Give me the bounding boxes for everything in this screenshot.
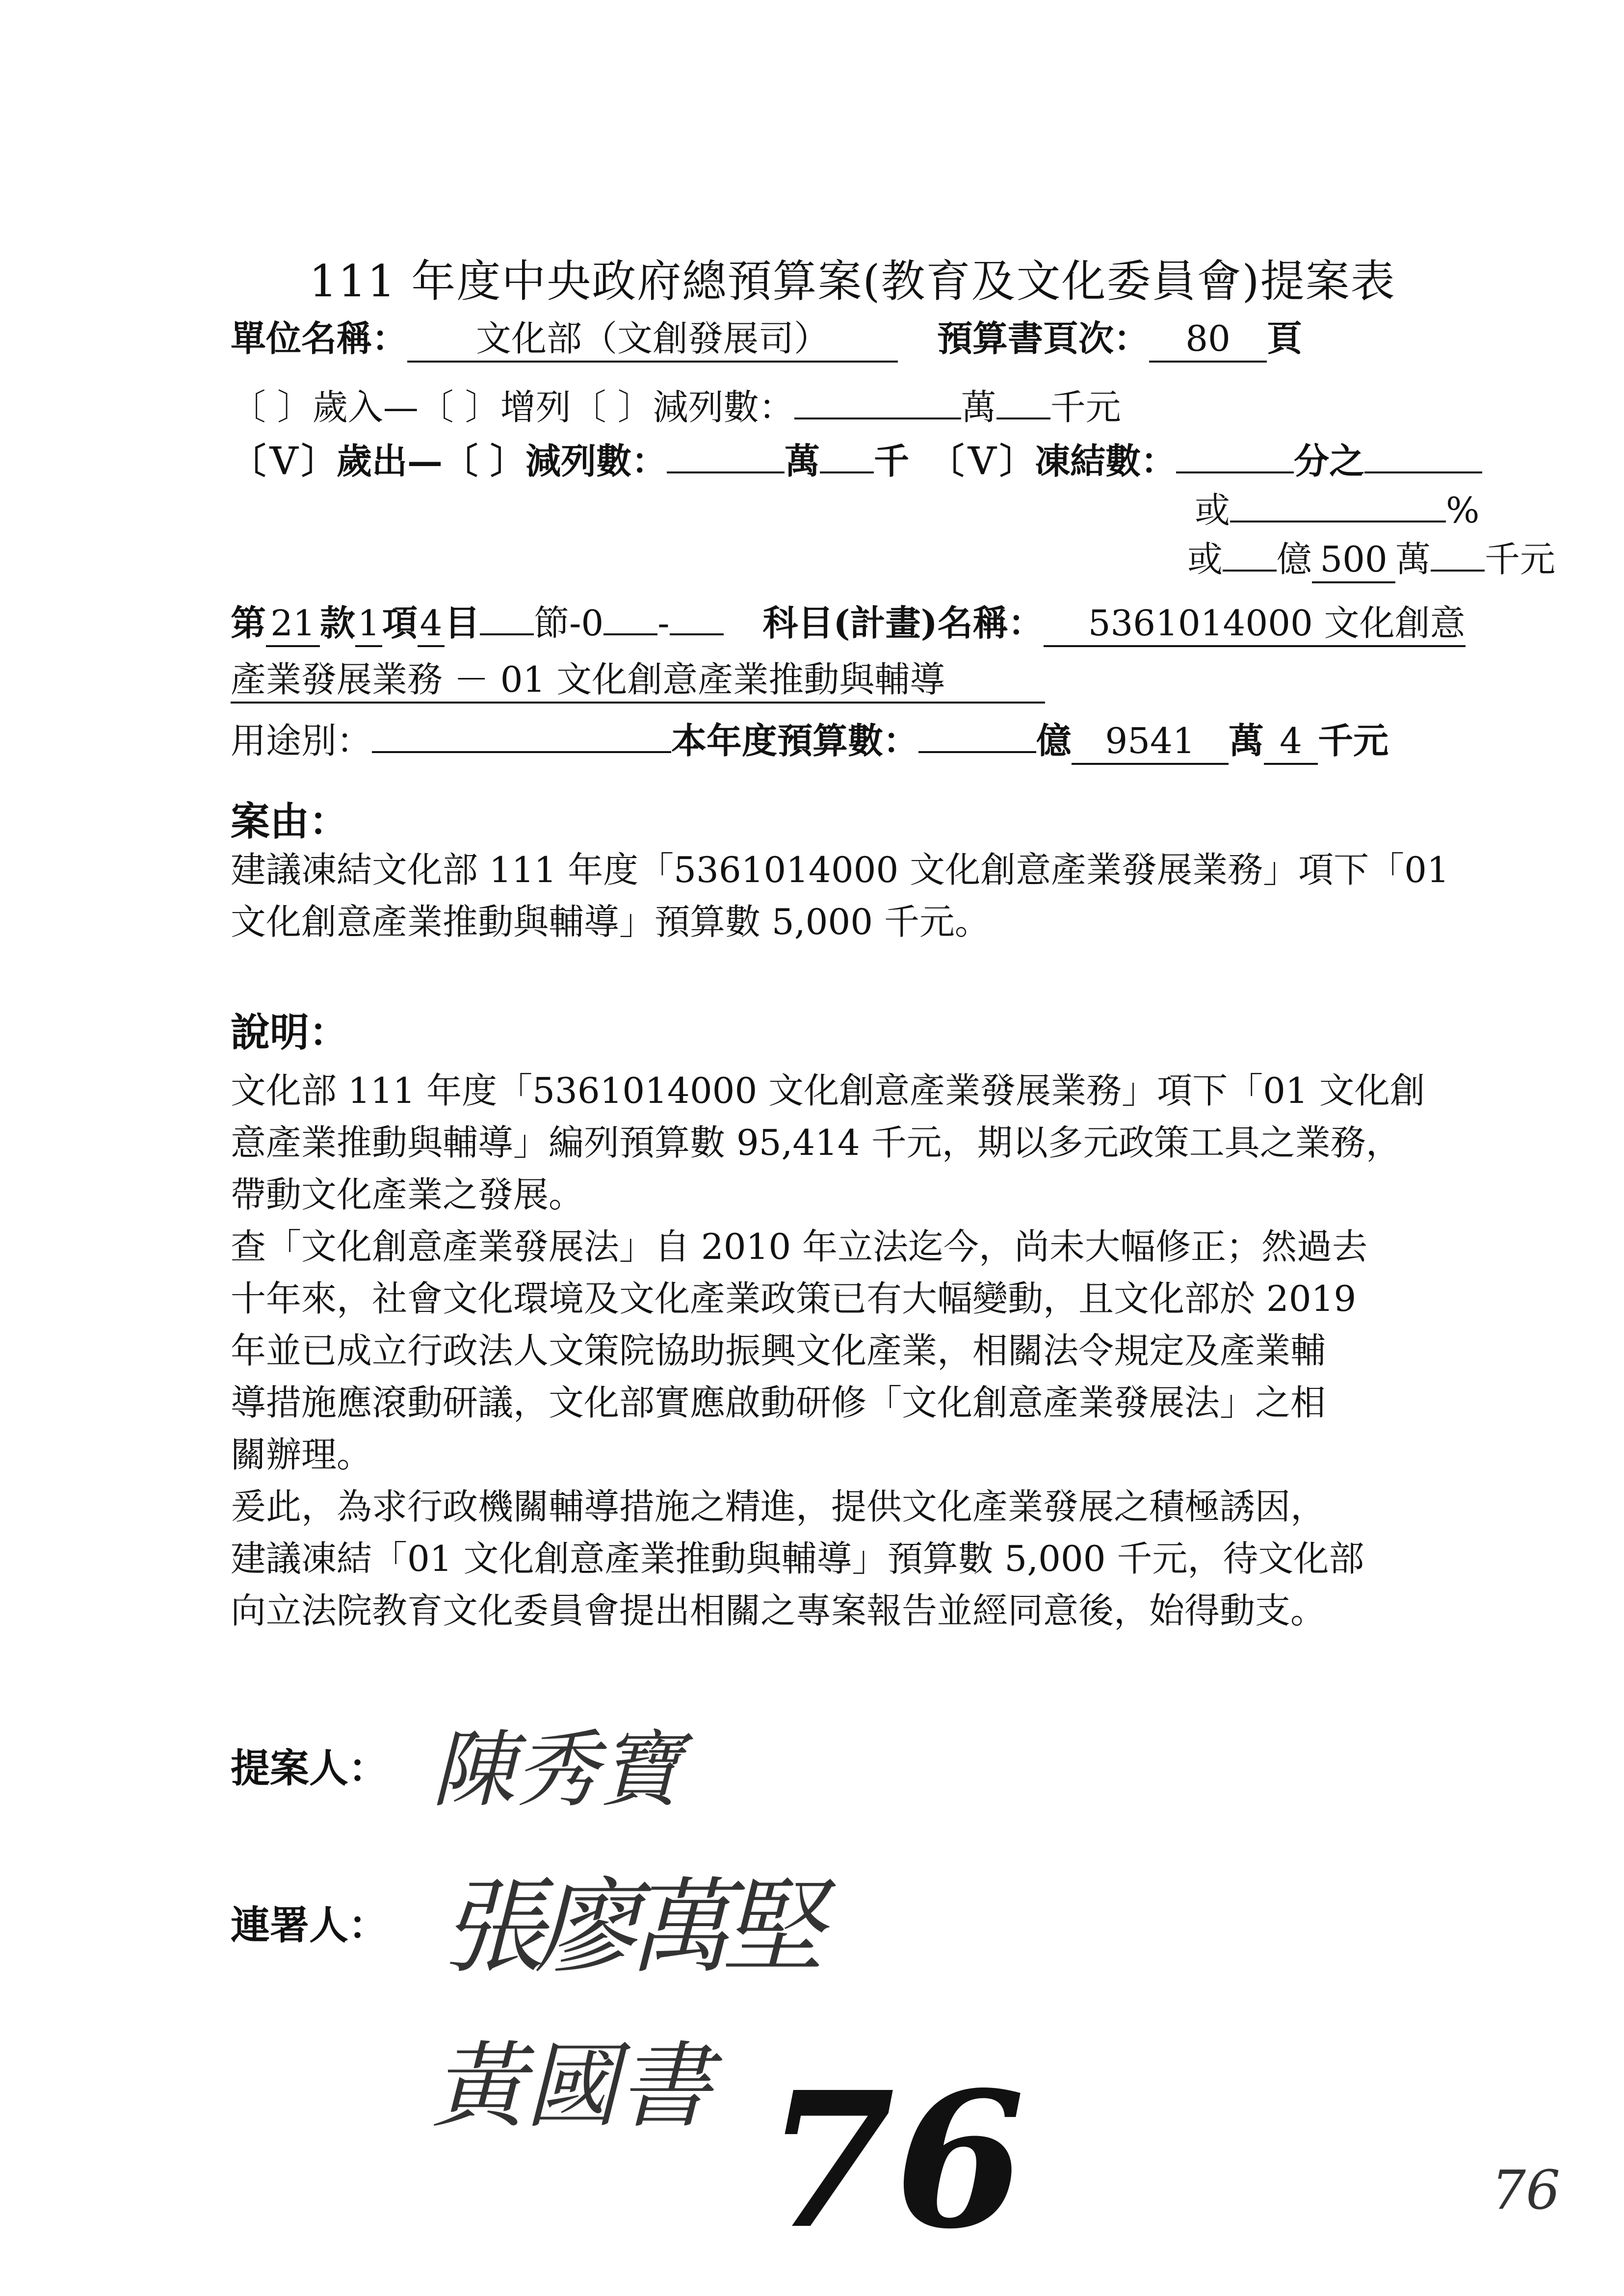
or-label: 或: [1195, 490, 1231, 531]
explanation-line: 導措施應滾動研議，文化部實應啟動研修「文化創意產業發展法」之相: [231, 1382, 1326, 1423]
explanation-line: 十年來，社會文化環境及文化產業政策已有大幅變動，且文化部於 2019: [231, 1278, 1357, 1319]
subject-name-line1: 5361014000 文化創意: [1044, 601, 1466, 647]
handwritten-page-number: 76: [765, 2051, 1025, 2270]
unit-value: 文化部（文創發展司）: [407, 316, 898, 363]
jie-label: 節-0: [534, 602, 604, 644]
revenue-prefix: 〔 〕歲入—〔 〕增列〔 〕減列數：: [231, 387, 794, 428]
mu-value: 4: [418, 601, 445, 647]
revenue-qianyuan: 千元: [1050, 387, 1121, 428]
budget-wan: 萬: [1229, 720, 1264, 761]
proposer-signature: 陳秀寶: [432, 1722, 682, 1819]
cosigner-signature: 黃國書: [432, 2032, 712, 2140]
kuan-value: 21: [266, 601, 320, 647]
usage-label: 用途別：: [231, 720, 372, 761]
explanation-line: 文化部 111 年度「5361014000 文化創意產業發展業務」項下「01 文化創: [231, 1070, 1425, 1111]
expenditure-row: [231, 437, 1482, 486]
usage-blank: [372, 751, 671, 753]
reason-paragraph: [231, 844, 1449, 948]
explanation-line: 意產業推動與輔導」編列預算數 95,414 千元，期以多元政策工具之業務，: [231, 1122, 1401, 1163]
or-amount-row: [1187, 535, 1555, 584]
corner-page-number: 76: [1492, 2159, 1560, 2221]
form-title: 111 年度中央政府總預算案(教育及文化委員會)提案表: [309, 256, 1396, 307]
revenue-wan: 萬: [961, 387, 996, 428]
explanation-line: 關辦理。: [231, 1434, 372, 1475]
qian-blank: [1431, 570, 1485, 572]
budget-qian-value: 4: [1264, 719, 1318, 765]
budget-qianyuan: 千元: [1318, 720, 1389, 761]
qianyuan-label: 千元: [1485, 539, 1556, 580]
percent-sign: %: [1446, 490, 1480, 531]
revenue-wan-blank: [794, 417, 961, 419]
freeze-denominator-blank: [1364, 471, 1482, 473]
revenue-qian-blank: [996, 417, 1050, 419]
reason-line: 文化創意產業推動與輔導」預算數 5,000 千元。: [231, 901, 990, 942]
revenue-row: [231, 383, 1121, 432]
xiang-value: 1: [355, 601, 382, 647]
freeze-wan-value: 500: [1312, 537, 1395, 583]
reason-heading: 案由：: [231, 798, 348, 844]
freeze-label: 〔Ｖ〕凍結數：: [929, 440, 1177, 482]
explanation-line: 年並已成立行政法人文策院協助振興文化產業，相關法令規定及產業輔: [231, 1330, 1326, 1371]
yi-blank: [1223, 570, 1277, 572]
expenditure-wan: 萬: [785, 440, 820, 482]
explanation-line: 建議凍結「01 文化創意產業推動與輔導」預算數 5,000 千元，待文化部: [231, 1538, 1364, 1579]
freeze-fenzhi: 分之: [1294, 440, 1365, 482]
jie-blank-3: [670, 633, 724, 635]
expenditure-wan-blank: [667, 471, 785, 473]
explanation-heading: 說明：: [231, 1009, 348, 1055]
dash: -: [657, 602, 670, 644]
unit-row: [231, 314, 1302, 363]
usage-row: [231, 716, 1388, 765]
subject-row: [231, 599, 1466, 648]
budget-yi: 億: [1036, 720, 1072, 761]
or-label: 或: [1187, 539, 1223, 580]
expenditure-prefix: 〔Ｖ〕歲出—〔 〕減列數：: [231, 440, 667, 482]
reason-line: 建議凍結文化部 111 年度「5361014000 文化創意產業發展業務」項下「01: [231, 849, 1449, 890]
subject-name-label: 科目(計畫)名稱：: [762, 602, 1044, 644]
freeze-numerator-blank: [1176, 471, 1294, 473]
explanation-line: 向立法院教育文化委員會提出相關之專案報告並經同意後，始得動支。: [231, 1590, 1326, 1631]
page-value: 80: [1149, 316, 1267, 363]
page-suffix: 頁: [1267, 317, 1303, 359]
or-percent-row: [1195, 486, 1479, 535]
cosigner-signature: 張廖萬堅: [442, 1867, 815, 1987]
proposer-label: 提案人：: [231, 1745, 388, 1791]
di-label: 第: [231, 602, 266, 644]
yi-label: 億: [1277, 539, 1312, 580]
page-label: 預算書頁次：: [937, 317, 1150, 359]
cosigner-label: 連署人：: [231, 1902, 388, 1948]
subject-row-2: [231, 657, 1045, 704]
jie-blank: [480, 633, 534, 635]
percent-blank: [1230, 521, 1446, 522]
xiang-label: 項: [382, 602, 418, 644]
expenditure-qian: 千: [874, 440, 910, 482]
kuan-label: 款: [320, 602, 356, 644]
explanation-line: 帶動文化產業之發展。: [231, 1174, 584, 1215]
wan-label: 萬: [1395, 539, 1431, 580]
mu-label: 目: [445, 602, 480, 644]
explanation-paragraph: [231, 1065, 1425, 1637]
budget-label: 本年度預算數：: [671, 720, 919, 761]
expenditure-qian-blank: [820, 471, 874, 473]
jie-blank-2: [603, 633, 657, 635]
unit-label: 單位名稱：: [231, 317, 408, 359]
subject-name-line2: 產業發展業務 － 01 文化創意產業推動與輔導: [231, 657, 1045, 704]
budget-wan-value: 9541: [1072, 719, 1229, 765]
explanation-line: 爰此，為求行政機關輔導措施之精進，提供文化產業發展之積極誘因，: [231, 1486, 1326, 1527]
budget-yi-blank: [918, 751, 1036, 753]
explanation-line: 查「文化創意產業發展法」自 2010 年立法迄今，尚未大幅修正；然過去: [231, 1226, 1368, 1267]
